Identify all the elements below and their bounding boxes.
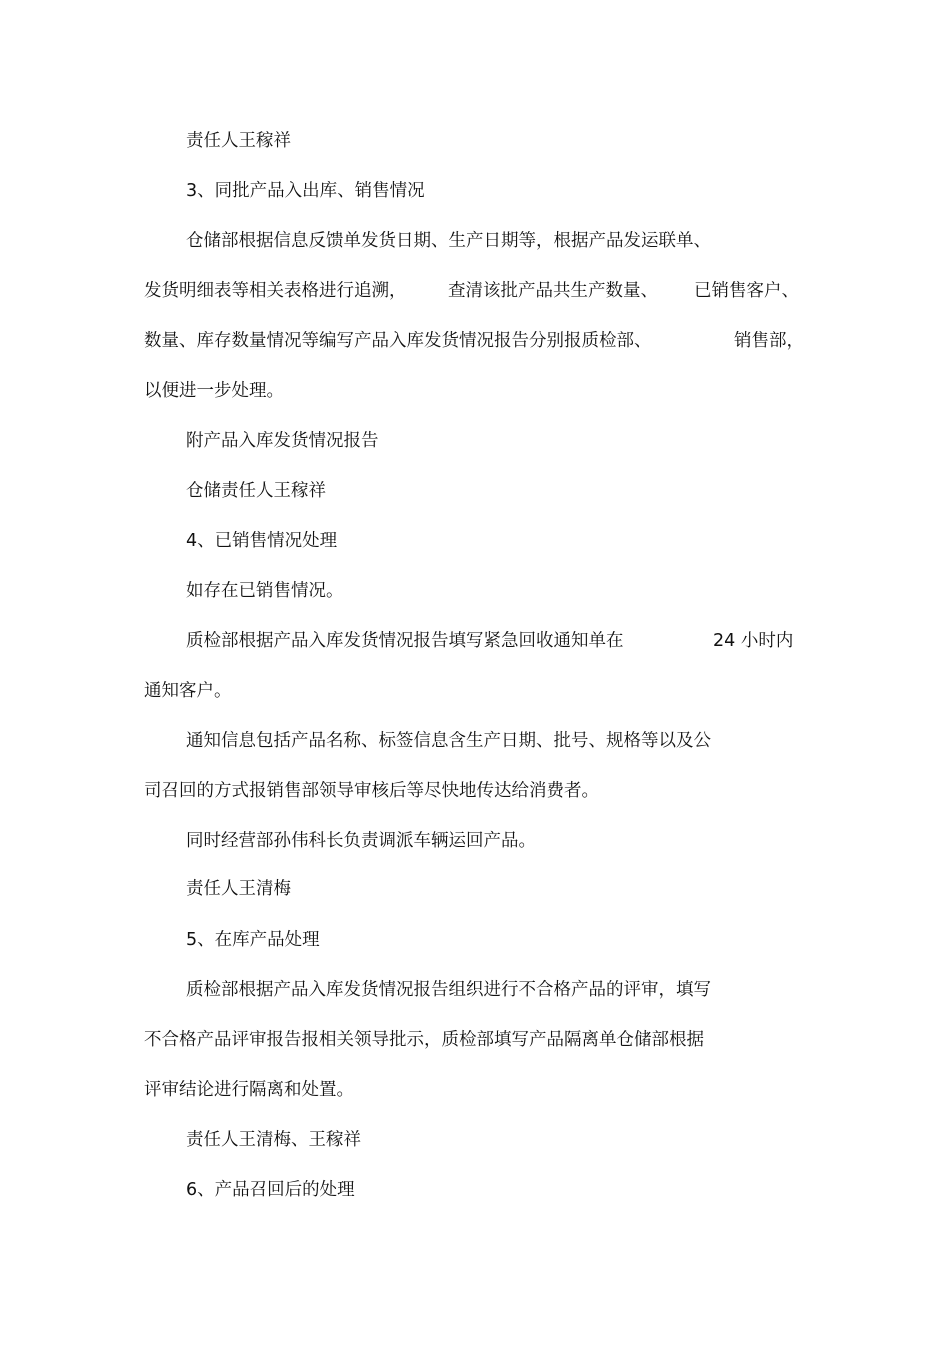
paragraph-line: 仓储部根据信息反馈单发货日期、生产日期等，根据产品发运联单、 [186,231,711,251]
paragraph-line: 质检部根据产品入库发货情况报告组织进行不合格产品的评审，填写 [186,980,711,1000]
text-segment: 质检部根据产品入库发货情况报告填写紧急回收通知单在 [186,631,624,651]
text-segment: 已销售客户、 [694,281,799,301]
paragraph-line: 同时经营部孙伟科长负责调派车辆运回产品。 [186,831,536,851]
attachment-line: 附产品入库发货情况报告 [186,431,379,451]
paragraph-line: 评审结论进行隔离和处置。 [144,1080,354,1100]
text-segment: 发货明细表等相关表格进行追溯， [144,281,407,301]
section-6-heading: 6、产品召回后的处理 [186,1180,355,1200]
text-segment: 查清该批产品共生产数量、 [448,281,658,301]
text-segment: 24 小时内 [713,631,794,651]
responsible-person-line: 责任人王稼祥 [186,131,291,151]
text-segment: 数量、库存数量情况等编写产品入库发货情况报告分别报质检部、 [144,331,652,351]
paragraph-line: 不合格产品评审报告报相关领导批示，质检部填写产品隔离单仓储部根据 [144,1030,704,1050]
paragraph-line: 通知客户。 [144,681,232,701]
text-segment: 销售部， [734,331,804,351]
paragraph-line: 司召回的方式报销售部领导审核后等尽快地传达给消费者。 [144,781,599,801]
responsible-person-line: 责任人王清梅 [186,879,291,899]
section-4-heading: 4、已销售情况处理 [186,531,338,551]
responsible-person-line: 责任人王清梅、王稼祥 [186,1130,361,1150]
paragraph-line: 通知信息包括产品名称、标签信息含生产日期、批号、规格等以及公 [186,731,711,751]
paragraph-line: 如存在已销售情况。 [186,581,344,601]
section-3-heading: 3、同批产品入出库、销售情况 [186,181,425,201]
responsible-person-line: 仓储责任人王稼祥 [186,481,326,501]
section-5-heading: 5、在库产品处理 [186,930,320,950]
paragraph-line: 以便进一步处理。 [144,381,284,401]
